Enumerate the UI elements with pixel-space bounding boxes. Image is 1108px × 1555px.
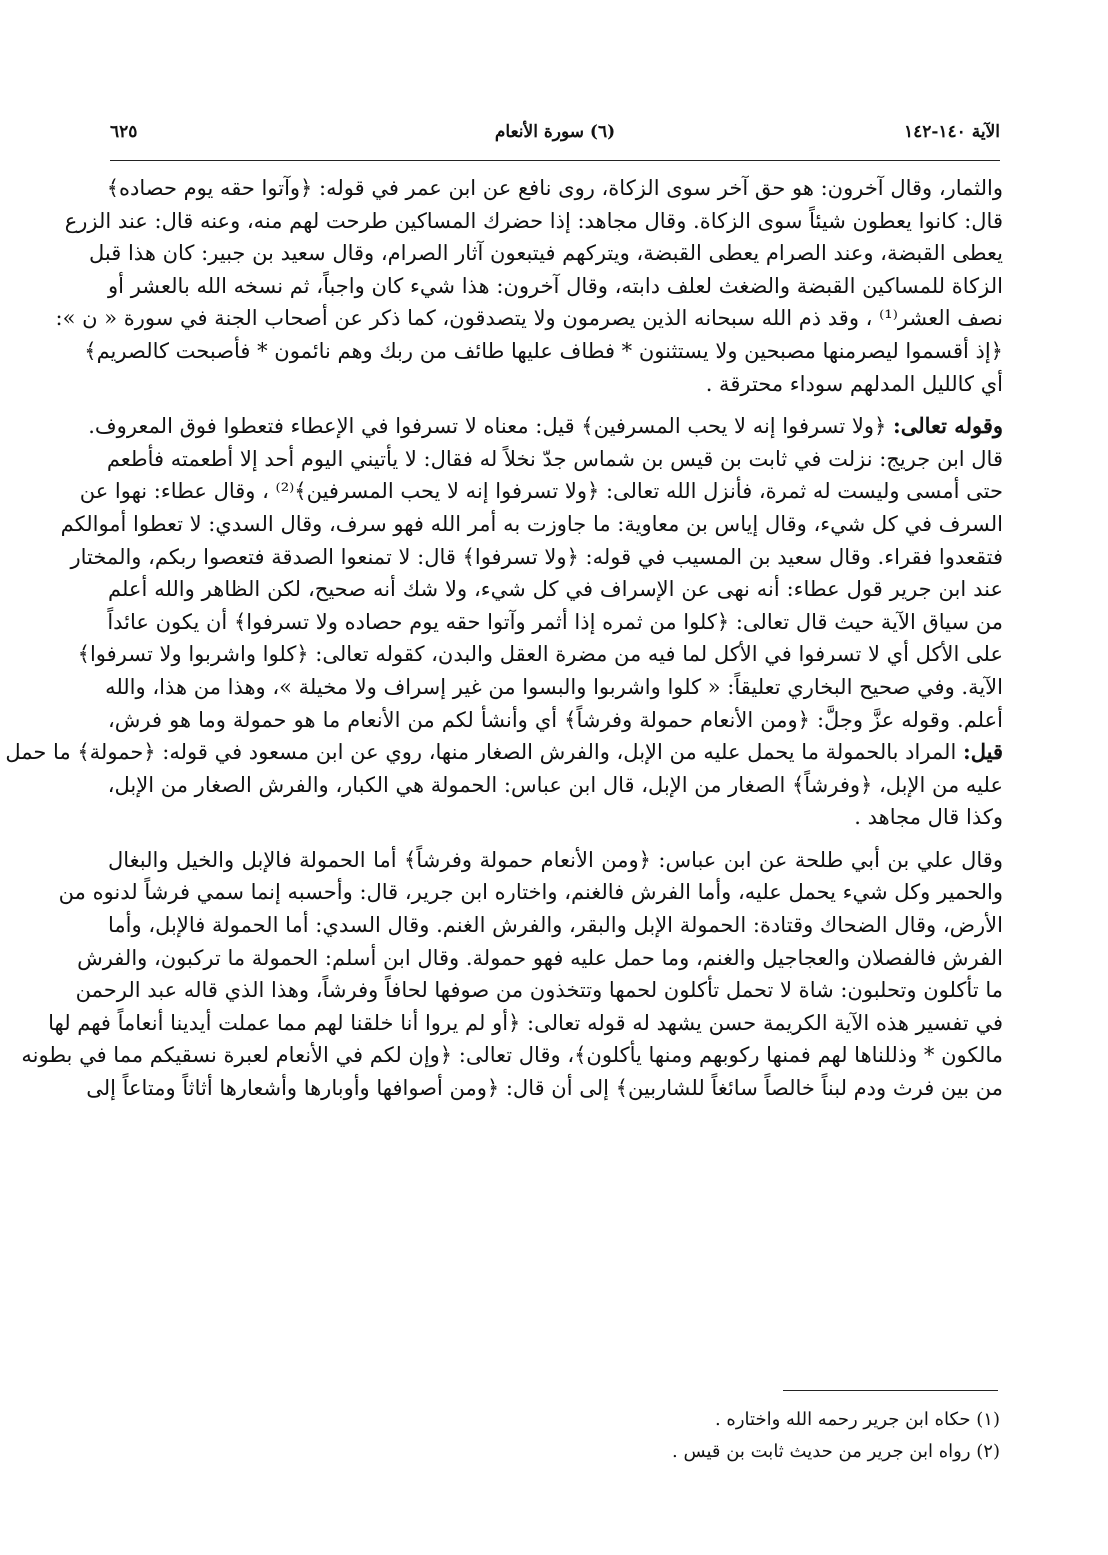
text-line [88, 410, 1003, 443]
footnote-1: (١) حكاه ابن جرير رحمه الله واختاره . [714, 1409, 1000, 1430]
footnote-2: (٢) رواه ابن جرير من حديث ثابت بن قيس . [672, 1441, 1000, 1462]
paragraph-2 [5, 410, 1003, 834]
line-rest: المراد بالحمولة ما يحمل عليه من الإبل، والفرش الصغار منها، روي عن ابن مسعود في قوله: ﴿حمولة﴾ ما حمل [5, 740, 963, 765]
footnote-rule [783, 1390, 998, 1391]
page-number: ٦٢٥ [110, 122, 138, 142]
text-line: الزكاة للمساكين القبضة والضغث لعلف دابته، وقال آخرون: هذا شيء كان واجباً، ثم نسخه الله بالعشر أو [108, 273, 1003, 298]
text-line: قال ابن جريج: نزلت في ثابت بن قيس بن شماس جدّ نخلاً له فقال: لا يأتيني اليوم أحد إلا أطعمته فأطعم [106, 446, 1003, 471]
text-line: قال: كانوا يعطون شيئاً سوى الزكاة. وقال مجاهد: إذا حضرك المساكين طرحت لهم منه، وعنه قال: عند الزرع [64, 208, 1003, 233]
text-line: السرف في كل شيء، وقال إياس بن معاوية: ما جاوزت به أمر الله فهو سرف، وقال السدي: لا تعطوا أموالكم [60, 511, 1003, 536]
text-line: يعطى القبضة، وعند الصرام يعطى القبضة، ويتركهم فيتبعون آثار الصرام، وقال سعيد بن جبير: كان هذا قبل [89, 241, 1003, 266]
text-line: عليه من الإبل، ﴿وفرشاً﴾ الصغار من الإبل، قال ابن عباس: الحمولة هي الكبار، والفرش الصغار من الإبل، [107, 772, 1003, 797]
text-line: عند ابن جرير قول عطاء: أنه نهى عن الإسراف في كل شيء، ولا شك أنه صحيح، لكن الظاهر والله أعلم [108, 577, 1003, 602]
text-line: من بين فرث ودم لبناً خالصاً سائغاً للشاربين﴾ إلى أن قال: ﴿ومن أصوافها وأوبارها وأشعارها أثاثاً ومتاعاً إلى [86, 1076, 1003, 1101]
lead-phrase: قيل: [962, 739, 1003, 765]
text-line: أعلم. وقوله عزَّ وجلَّ: ﴿ومن الأنعام حمولة وفرشاً﴾ أي وأنشأ لكم من الأنعام ما هو حمولة وما هو فرش، [108, 707, 1003, 732]
text-line: الأرض، وقال الضحاك وقتادة: الحمولة الإبل والبقر، والفرش الغنم. وقال السدي: أما الحمولة فالإبل، وأما [108, 913, 1003, 938]
text-line: الفرش فالفصلان والعجاجيل والغنم، وما حمل عليه فهو حمولة. وقال ابن أسلم: الحمولة ما تركبون، والفرش [77, 945, 1003, 970]
text-line: وكذا قال مجاهد . [854, 805, 1003, 830]
text-line: على الأكل أي لا تسرفوا في الأكل لما فيه من مضرة العقل والبدن، كقوله تعالى: ﴿كلوا واشربوا ولا تسرفوا﴾ [77, 642, 1003, 667]
verse-range: الآية ١٤٠-١٤٢ [903, 122, 1000, 142]
surah-title: (٦) سورة الأنعام [494, 122, 616, 142]
footnotes [105, 1404, 1000, 1468]
text-line: الآية. وفي صحيح البخاري تعليقاً: « كلوا واشربوا والبسوا من غير إسراف ولا مخيلة »، وهذا من هذا، والله [105, 674, 1003, 699]
paragraph-1 [55, 172, 1003, 400]
main-text [5, 172, 1003, 1115]
text-line [5, 736, 1003, 769]
text-line: وقال علي بن أبي طلحة عن ابن عباس: ﴿ومن الأنعام حمولة وفرشاً﴾ أما الحمولة فالإبل والخيل والبغال [108, 847, 1003, 872]
header-rule [110, 160, 1000, 161]
text-line: ما تأكلون وتحلبون: شاة لا تحمل تأكلون لحمها وتتخذون من صوفها لحافاً وفرشاً، وهذا الذي قاله عبد الرحمن [75, 978, 1003, 1003]
text-line: مالكون * وذللناها لهم فمنها ركوبهم ومنها يأكلون﴾، وقال تعالى: ﴿وإن لكم في الأنعام لعبرة نسقيكم مما في بطونه [21, 1043, 1003, 1068]
page-header [110, 118, 1000, 152]
text-line: والحمير وكل شيء يحمل عليه، وأما الفرش فالغنم، واختاره ابن جرير، قال: وأحسبه إنما سمي فرشاً لدنوه من [58, 880, 1003, 905]
line-rest: ﴿ولا تسرفوا إنه لا يحب المسرفين﴾ قيل: معناه لا تسرفوا في الإعطاء فتعطوا فوق المعروف. [88, 414, 893, 439]
text-line: حتى أمسى وليست له ثمرة، فأنزل الله تعالى: ﴿ولا تسرفوا إنه لا يحب المسرفين﴾⁽²⁾ ، وقال عطاء: نهوا عن [79, 479, 1003, 504]
text-line: في تفسير هذه الآية الكريمة حسن يشهد له قوله تعالى: ﴿أو لم يروا أنا خلقنا لهم مما عملت أيدينا أنعاماً فهم لها [48, 1010, 1003, 1035]
text-line: فتقعدوا فقراء. وقال سعيد بن المسيب في قوله: ﴿ولا تسرفوا﴾ قال: لا تمنعوا الصدقة فتعصوا ربكم، والمختار [70, 544, 1003, 569]
lead-phrase: وقوله تعالى: [892, 413, 1003, 439]
text-line: أي كالليل المدلهم سوداء محترقة . [705, 371, 1003, 396]
paragraph-3 [21, 844, 1003, 1105]
text-line: والثمار، وقال آخرون: هو حق آخر سوى الزكاة، روى نافع عن ابن عمر في قوله: ﴿وآتوا حقه يوم حصاده﴾ [106, 176, 1003, 200]
text-line: نصف العشر⁽¹⁾ ، وقد ذم الله سبحانه الذين يصرمون ولا يتصدقون، كما ذكر عن أصحاب الجنة في سورة « ن »: [55, 306, 1003, 331]
text-line: من سياق الآية حيث قال تعالى: ﴿كلوا من ثمره إذا أثمر وآتوا حقه يوم حصاده ولا تسرفوا﴾ أن يكون عائداً [107, 609, 1003, 634]
text-line: ﴿إذ أقسموا ليصرمنها مصبحين ولا يستثنون * فطاف عليها طائف من ربك وهم نائمون * فأصبحت كالصريم﴾ [84, 338, 1003, 363]
